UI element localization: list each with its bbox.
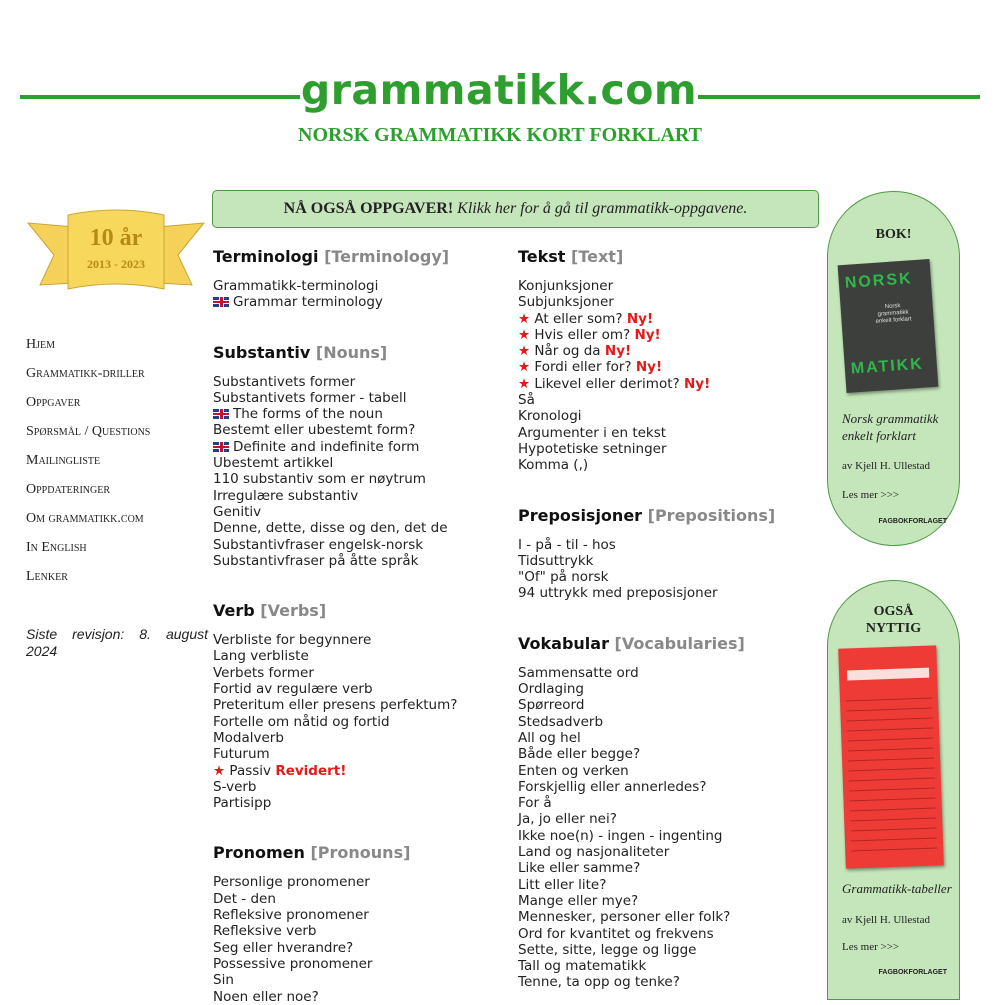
link-label: The forms of the noun bbox=[233, 406, 383, 423]
link-substantiv[interactable]: Ubestemt artikkel bbox=[213, 455, 334, 472]
link-at-eller-som[interactable] bbox=[518, 311, 818, 327]
header-divider-left bbox=[20, 95, 300, 99]
star-icon: ★ bbox=[518, 343, 531, 360]
nav-item-oppdateringer[interactable]: Oppdateringer bbox=[26, 482, 111, 497]
section-title-no: Tekst bbox=[518, 247, 566, 266]
cover-art-icon: NORSK bbox=[844, 270, 914, 292]
star-icon: ★ bbox=[518, 310, 531, 327]
link-verb[interactable]: Fortelle om nåtid og fortid bbox=[213, 713, 390, 730]
link-naar-og-da[interactable] bbox=[518, 343, 818, 359]
main-nav bbox=[26, 337, 211, 598]
link-tekst[interactable]: Konjunksjoner bbox=[518, 278, 614, 294]
book-ad-read-more[interactable]: Les mer >>> bbox=[842, 489, 900, 501]
cover-row bbox=[848, 757, 934, 761]
link-forms-of-noun[interactable] bbox=[213, 406, 513, 422]
link-label: Når og da bbox=[534, 343, 601, 360]
link-vokabular[interactable]: Like eller samme? bbox=[518, 860, 641, 877]
link-label: At eller som? bbox=[534, 310, 623, 327]
link-vokabular[interactable]: Sammensatte ord bbox=[518, 664, 639, 681]
book-ad-publisher: FAGBOKFORLAGET bbox=[878, 518, 947, 525]
link-substantiv[interactable]: Irregulære substantiv bbox=[213, 487, 359, 504]
link-label: Fordi eller for? bbox=[534, 359, 632, 376]
link-pronomen[interactable]: Seg eller hverandre? bbox=[213, 939, 354, 956]
link-pronomen[interactable]: Noen eller noe? bbox=[213, 988, 319, 1005]
section-title-en: [Text] bbox=[571, 247, 624, 266]
site-tagline: NORSK GRAMMATIKK KORT FORKLART bbox=[298, 124, 702, 146]
link-grammatikk-terminologi[interactable]: Grammatikk-terminologi bbox=[213, 278, 379, 294]
link-vokabular[interactable]: Ordlaging bbox=[518, 681, 584, 698]
link-vokabular[interactable]: Tenne, ta opp og tenke? bbox=[518, 974, 680, 991]
book-ad[interactable] bbox=[827, 191, 960, 546]
link-hvis-eller-om[interactable] bbox=[518, 327, 818, 343]
site-logo[interactable]: grammatikk.com bbox=[300, 66, 698, 114]
section-title-no: Verb bbox=[213, 601, 255, 621]
section-tekst bbox=[518, 246, 818, 474]
cover-row bbox=[847, 718, 933, 722]
cover-row bbox=[847, 738, 933, 742]
cover-row bbox=[847, 728, 933, 732]
section-title bbox=[213, 600, 513, 622]
section-substantiv bbox=[213, 342, 513, 570]
book-cover-title: Norsk grammatikk enkelt forklart bbox=[875, 303, 912, 325]
header-divider-right bbox=[698, 95, 980, 99]
link-likevel-eller-derimot[interactable] bbox=[518, 376, 818, 392]
new-badge: Ny! bbox=[626, 310, 654, 327]
link-vokabular[interactable]: Mange eller mye? bbox=[518, 892, 639, 909]
link-vokabular[interactable]: Ikke noe(n) - ingen - ingenting bbox=[518, 827, 723, 844]
section-vokabular bbox=[518, 633, 818, 991]
uk-flag-icon bbox=[213, 442, 229, 452]
link-label: Grammar terminology bbox=[233, 294, 383, 311]
link-pronomen[interactable]: Refleksive pronomener bbox=[213, 907, 369, 924]
link-tekst[interactable]: Så bbox=[518, 392, 535, 409]
link-label: Likevel eller derimot? bbox=[534, 375, 680, 392]
link-vokabular[interactable]: Ord for kvantitet og frekvens bbox=[518, 925, 714, 942]
section-verb bbox=[213, 600, 513, 811]
link-pronomen[interactable]: Personlige pronomener bbox=[213, 874, 370, 891]
tables-ad-read-more[interactable]: Les mer >>> bbox=[842, 941, 900, 953]
link-pronomen[interactable]: Refleksive verb bbox=[213, 923, 317, 940]
link-preposisjoner[interactable]: "Of" på norsk bbox=[518, 569, 609, 586]
nav-item-lenker[interactable]: Lenker bbox=[26, 569, 68, 584]
link-vokabular[interactable]: Land og nasjonaliteter bbox=[518, 844, 670, 861]
tables-cover-image bbox=[838, 645, 944, 868]
uk-flag-icon bbox=[213, 409, 229, 419]
nav-item-oppgaver[interactable]: Oppgaver bbox=[26, 395, 81, 410]
link-vokabular[interactable]: Sette, sitte, legge og ligge bbox=[518, 941, 697, 958]
nav-item-hjem[interactable]: Hjem bbox=[26, 337, 56, 352]
link-preposisjoner[interactable]: 94 uttrykk med preposisjoner bbox=[518, 585, 718, 602]
content-column-left bbox=[213, 246, 513, 1005]
link-vokabular[interactable]: Mennesker, personer eller folk? bbox=[518, 909, 731, 926]
new-badge: Ny! bbox=[635, 359, 663, 376]
new-badge: Ny! bbox=[604, 343, 632, 360]
book-cover-image bbox=[838, 259, 939, 393]
link-preposisjoner[interactable]: Tidsuttrykk bbox=[518, 552, 594, 569]
section-title-no: Preposisjoner bbox=[518, 505, 643, 525]
cover-row bbox=[850, 817, 936, 821]
link-passiv[interactable] bbox=[213, 763, 513, 779]
star-icon: ★ bbox=[518, 359, 531, 376]
new-badge: Ny! bbox=[634, 326, 661, 343]
section-title-en: [Pronouns] bbox=[310, 843, 411, 863]
uk-flag-icon bbox=[213, 297, 229, 307]
link-verb[interactable]: Partisipp bbox=[213, 795, 272, 812]
nav-item-in-english[interactable]: In English bbox=[26, 540, 87, 555]
link-substantiv[interactable]: 110 substantiv som er nøytrum bbox=[213, 471, 426, 488]
link-substantiv[interactable]: Substantivets former bbox=[213, 373, 356, 390]
link-label: Passiv bbox=[229, 762, 272, 779]
cover-row bbox=[849, 797, 935, 801]
section-title bbox=[213, 246, 513, 268]
link-pronomen[interactable]: Possessive pronomener bbox=[213, 955, 373, 972]
nav-item-mailingliste[interactable]: Mailingliste bbox=[26, 453, 101, 468]
last-revision: Siste revisjon: 8. august 2024 bbox=[26, 626, 208, 659]
cover-row bbox=[851, 847, 937, 851]
book-ad-heading: BOK! bbox=[875, 227, 912, 242]
link-tekst[interactable]: Komma (,) bbox=[518, 457, 589, 474]
section-title-en: [Nouns] bbox=[315, 342, 388, 362]
link-grammar-terminology[interactable] bbox=[213, 294, 513, 310]
link-preposisjoner[interactable]: I - på - til - hos bbox=[518, 536, 616, 553]
link-definite-indefinite[interactable] bbox=[213, 439, 513, 455]
nav-item-om[interactable]: Om grammatikk.com bbox=[26, 511, 144, 526]
section-title-no: Substantiv bbox=[213, 342, 311, 362]
link-tekst[interactable]: Kronologi bbox=[518, 408, 582, 425]
link-vokabular[interactable]: Litt eller lite? bbox=[518, 876, 607, 893]
star-icon: ★ bbox=[213, 762, 226, 779]
banner-headline: NÅ OGSÅ OPPGAVER! bbox=[283, 200, 454, 217]
link-label: Hvis eller om? bbox=[534, 326, 631, 343]
cover-row bbox=[848, 767, 934, 771]
tables-ad[interactable] bbox=[827, 580, 960, 1000]
cover-row bbox=[846, 708, 932, 712]
cover-art-icon: MATIKK bbox=[850, 355, 925, 378]
revised-badge: Revidert! bbox=[275, 762, 347, 779]
link-vokabular[interactable]: Ja, jo eller nei? bbox=[518, 811, 617, 828]
link-tekst[interactable]: Hypotetiske setninger bbox=[518, 440, 667, 457]
link-vokabular[interactable]: All og hel bbox=[518, 729, 581, 746]
cover-row bbox=[848, 748, 934, 752]
link-substantiv[interactable]: Substantivfraser engelsk-norsk bbox=[213, 536, 424, 553]
content-column-right bbox=[518, 246, 818, 991]
link-vokabular[interactable]: Forskjellig eller annerledes? bbox=[518, 778, 707, 795]
link-verb[interactable]: Verbliste for begynnere bbox=[213, 632, 372, 649]
link-tekst[interactable]: Subjunksjoner bbox=[518, 294, 614, 311]
section-title bbox=[213, 342, 513, 364]
section-title-no: Pronomen bbox=[213, 843, 305, 863]
badge-years: 10 år bbox=[89, 225, 143, 251]
cover-row bbox=[849, 777, 935, 781]
exercises-banner[interactable] bbox=[212, 190, 819, 228]
link-verb[interactable]: Lang verbliste bbox=[213, 648, 309, 665]
cover-band bbox=[847, 668, 929, 681]
tables-ad-author: av Kjell H. Ullestad bbox=[842, 914, 930, 926]
tables-ad-heading: OGSÅ NYTTIG bbox=[865, 604, 922, 636]
book-ad-author: av Kjell H. Ullestad bbox=[842, 460, 930, 472]
link-verb[interactable]: Futurum bbox=[213, 746, 270, 763]
link-vokabular[interactable]: Enten og verken bbox=[518, 762, 629, 779]
nav-item-grammatikk-driller[interactable]: Grammatikk-driller bbox=[26, 366, 145, 381]
tables-ad-title: Grammatikk-tabeller bbox=[842, 881, 952, 896]
star-icon: ★ bbox=[518, 326, 531, 343]
link-vokabular[interactable]: Tall og matematikk bbox=[518, 958, 647, 975]
link-pronomen[interactable]: Sin bbox=[213, 972, 234, 989]
new-badge: Ny! bbox=[683, 375, 711, 392]
section-title-en: [Vocabularies] bbox=[614, 633, 745, 653]
site-header bbox=[0, 0, 1000, 170]
cover-row bbox=[851, 837, 937, 841]
anniversary-badge bbox=[26, 205, 206, 310]
section-terminologi bbox=[213, 246, 513, 311]
section-title-no: Vokabular bbox=[518, 633, 609, 653]
link-vokabular[interactable]: Spørreord bbox=[518, 697, 585, 714]
link-substantiv[interactable]: Substantivets former - tabell bbox=[213, 389, 407, 406]
cover-row bbox=[849, 787, 935, 791]
section-title bbox=[518, 633, 818, 655]
link-label: Definite and indefinite form bbox=[233, 438, 420, 455]
link-substantiv[interactable]: Genitiv bbox=[213, 503, 262, 520]
link-verb[interactable]: Modalverb bbox=[213, 729, 284, 746]
link-vokabular[interactable]: For å bbox=[518, 795, 552, 812]
link-substantiv[interactable]: Bestemt eller ubestemt form? bbox=[213, 422, 416, 439]
cover-row bbox=[846, 698, 932, 702]
section-title-no: Terminologi bbox=[213, 247, 319, 266]
link-pronomen[interactable]: Det - den bbox=[213, 890, 276, 907]
section-title-en: [Verbs] bbox=[260, 601, 327, 621]
link-verb[interactable]: S-verb bbox=[213, 778, 257, 795]
section-pronomen bbox=[213, 842, 513, 1004]
banner-text: Klikk her for å gå til grammatikk-oppgavene. bbox=[457, 200, 748, 217]
link-fordi-eller-for[interactable] bbox=[518, 359, 818, 375]
section-preposisjoner bbox=[518, 505, 818, 602]
link-substantiv[interactable]: Denne, dette, disse og den, det de bbox=[213, 520, 448, 537]
link-substantiv[interactable]: Substantivfraser på åtte språk bbox=[213, 552, 419, 569]
tables-ad-publisher: FAGBOKFORLAGET bbox=[878, 969, 947, 976]
link-verb[interactable]: Preteritum eller presens perfektum? bbox=[213, 697, 458, 714]
book-ad-title: Norsk grammatikk enkelt forklart bbox=[842, 411, 939, 443]
cover-row bbox=[850, 807, 936, 811]
section-title bbox=[518, 505, 818, 527]
cover-row bbox=[851, 827, 937, 831]
nav-item-questions[interactable]: Spørsmål / Questions bbox=[26, 424, 151, 439]
section-title-en: [Terminology] bbox=[324, 247, 450, 266]
section-title bbox=[518, 246, 818, 268]
link-verb[interactable]: Fortid av regulære verb bbox=[213, 681, 373, 698]
star-icon: ★ bbox=[518, 375, 531, 392]
link-verb[interactable]: Verbets former bbox=[213, 664, 314, 681]
link-vokabular[interactable]: Både eller begge? bbox=[518, 746, 641, 763]
section-title-en: [Prepositions] bbox=[647, 505, 776, 525]
section-title bbox=[213, 842, 513, 864]
badge-range: 2013 - 2023 bbox=[87, 257, 145, 271]
link-vokabular[interactable]: Stedsadverb bbox=[518, 713, 604, 730]
link-tekst[interactable]: Argumenter i en tekst bbox=[518, 424, 667, 441]
